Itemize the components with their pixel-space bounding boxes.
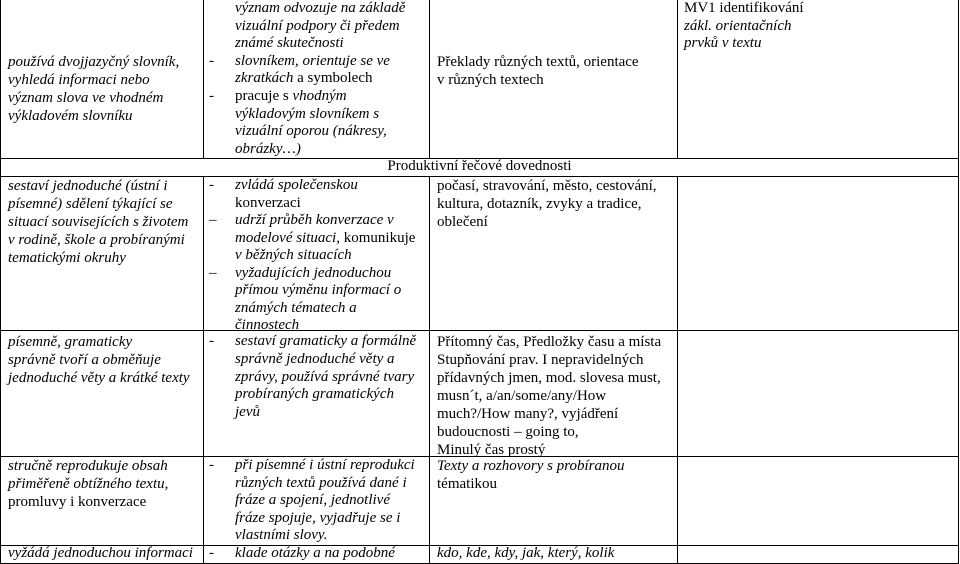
outcome-line: vyhledá informaci nebo xyxy=(8,72,150,88)
outcome-line: jednoduché věty a krátké texty xyxy=(8,370,190,386)
competence-line: známých tématech a xyxy=(235,299,357,316)
bullet-marker: - xyxy=(209,177,214,193)
content-cell xyxy=(437,53,639,89)
competence-text: modelové situaci, xyxy=(235,229,340,246)
competence-item xyxy=(209,333,416,422)
competence-line: udrží průběh konverzace v xyxy=(235,212,394,228)
content-line: Přítomný čas, Předložky času a místa xyxy=(437,334,662,350)
competence-text: vhodným xyxy=(292,87,347,104)
competence-line: vizuální podpory či předem xyxy=(235,17,400,34)
competence-line: výkladovým slovníkem s xyxy=(235,105,380,122)
competence-line: slovníkem, orientuje se ve xyxy=(235,52,390,69)
competence-line: obrázky…) xyxy=(235,140,301,157)
content-line: v různých textech xyxy=(437,72,544,88)
competence-line: konverzaci xyxy=(235,194,301,211)
competence-line xyxy=(235,88,405,106)
content-line: budoucnosti – going to, xyxy=(437,424,579,440)
competence-item xyxy=(209,53,405,88)
bullet-marker: - xyxy=(209,87,214,104)
competence-line: při písemné i ústní reprodukci xyxy=(235,457,415,473)
outcome-line: používá dvojjazyčný slovník, xyxy=(8,54,180,70)
content-cell xyxy=(437,544,614,562)
competence-cell xyxy=(209,457,415,545)
content-line: kultura, dotazník, zvyky a tradice, xyxy=(437,196,642,212)
content-line: počasí, stravování, město, cestování, xyxy=(437,178,657,194)
outcome-line: písemné) sdělení týkající se xyxy=(8,196,173,212)
outcome-line: stručně reprodukuje obsah xyxy=(8,458,168,474)
competence-cell xyxy=(209,177,415,335)
competence-item xyxy=(209,544,395,562)
outcome-cell xyxy=(8,457,168,511)
cross-curricular-line: MV1 identifikování xyxy=(684,0,804,16)
content-cell xyxy=(437,177,657,231)
competence-line: správně jednoduché věty a xyxy=(235,350,395,367)
outcome-line: výkladovém slovníku xyxy=(8,108,133,124)
competence-line: známé skutečnosti xyxy=(235,35,344,52)
competence-line: zvládá společenskou xyxy=(235,177,358,193)
competence-line: zprávy, používá správné tvary xyxy=(235,368,415,385)
competence-line: klade otázky a na podobné xyxy=(235,545,395,561)
outcome-cell xyxy=(8,544,193,562)
competence-line: fráze a spojení, jednotlivé xyxy=(235,492,390,509)
bullet-marker: - xyxy=(209,333,214,349)
outcome-line: v rodině, škole a probíranými xyxy=(8,232,185,248)
content-line: musn´t, a/an/some/any/How xyxy=(437,388,607,404)
outcome-line: přiměřeně obtížného textu, xyxy=(8,476,169,492)
bullet-marker: – xyxy=(209,264,217,281)
competence-text: a symbolech xyxy=(297,70,373,87)
competence-line: vizuální oporou (nákresy, xyxy=(235,123,387,140)
content-line: Stupňování prav. I nepravidelných xyxy=(437,352,644,368)
competence-line: vlastními slovy. xyxy=(235,527,328,544)
outcome-line: situací souvisejících s životem xyxy=(8,214,189,230)
table-rule-vertical xyxy=(203,176,204,564)
competence-line xyxy=(235,230,415,248)
bullet-marker: - xyxy=(209,457,214,473)
competence-line: vyžadujících jednoduchou xyxy=(235,264,392,281)
competence-item xyxy=(209,88,405,158)
competence-line: sestaví gramaticky a formálně xyxy=(235,333,417,349)
competence-item xyxy=(209,457,415,545)
table-rule-vertical xyxy=(429,176,430,564)
competence-line: jevů xyxy=(235,404,260,421)
outcome-line: správně tvoří a obměňuje xyxy=(8,352,161,368)
content-cell xyxy=(437,333,661,459)
table-rule-vertical xyxy=(203,0,204,158)
content-line: kdo, kde, kdy, jak, který, kolik xyxy=(437,545,615,561)
table-rule-vertical xyxy=(677,176,678,564)
competence-line: probíraných gramatických xyxy=(235,386,394,403)
competence-cell xyxy=(209,544,395,562)
competence-item xyxy=(209,212,415,265)
outcome-cell xyxy=(8,53,179,125)
content-line: Texty a rozhovory s probíranou xyxy=(437,458,625,474)
competence-line: v běžných situacích xyxy=(235,247,352,263)
cross-curricular-cell xyxy=(684,0,804,53)
content-line: tématikou xyxy=(437,476,497,492)
cross-curricular-line: prvků v textu xyxy=(684,35,762,52)
bullet-marker: – xyxy=(209,212,217,228)
competence-cell xyxy=(209,333,416,422)
competence-line: fráze spojuje, vyjadřuje se i xyxy=(235,509,401,526)
outcome-line: písemně, gramaticky xyxy=(8,334,133,350)
outcome-line: tematickými okruhy xyxy=(8,250,126,266)
table-rule-vertical xyxy=(677,0,678,158)
table-rule-horizontal xyxy=(0,330,959,331)
content-line: Minulý čas prostý xyxy=(437,442,546,458)
outcome-cell xyxy=(8,177,188,267)
competence-lead xyxy=(209,0,405,53)
cross-curricular-line: zákl. orientačních xyxy=(684,17,792,34)
competence-line xyxy=(235,70,405,88)
competence-line: činnostech xyxy=(235,317,300,333)
competence-item xyxy=(209,265,415,335)
outcome-line: vyžádá jednoduchou informaci xyxy=(8,545,193,561)
competence-line: přímou výměnu informací o xyxy=(235,282,402,298)
competence-text: pracuje s xyxy=(235,87,289,104)
outcome-cell xyxy=(8,333,190,387)
competence-item xyxy=(209,177,415,212)
section-heading: Produktivní řečové dovednosti xyxy=(387,158,572,174)
bullet-marker: - xyxy=(209,52,214,69)
competence-text: komunikuje xyxy=(343,229,416,246)
competence-cell xyxy=(209,0,405,158)
competence-line: různých textů používá dané i xyxy=(235,474,407,491)
outcome-line: promluvy i konverzace xyxy=(8,494,147,510)
table-rule-vertical xyxy=(0,0,1,564)
table-rule-vertical xyxy=(958,0,959,564)
content-cell xyxy=(437,457,625,493)
competence-line: význam odvozuje na základě xyxy=(235,0,406,16)
competence-text: zkratkách xyxy=(235,70,294,87)
content-line: přídavných jmen, mod. slovesa must, xyxy=(437,370,661,386)
content-line: much?/How many?, vyjádření xyxy=(437,406,619,422)
content-line: Překlady různých textů, orientace xyxy=(437,54,639,70)
table-rule-vertical xyxy=(429,0,430,158)
outcome-line: sestaví jednoduché (ústní i xyxy=(8,178,168,194)
bullet-marker: - xyxy=(209,545,214,561)
outcome-line: význam slova ve vhodném xyxy=(8,90,164,106)
content-line: oblečení xyxy=(437,214,488,230)
